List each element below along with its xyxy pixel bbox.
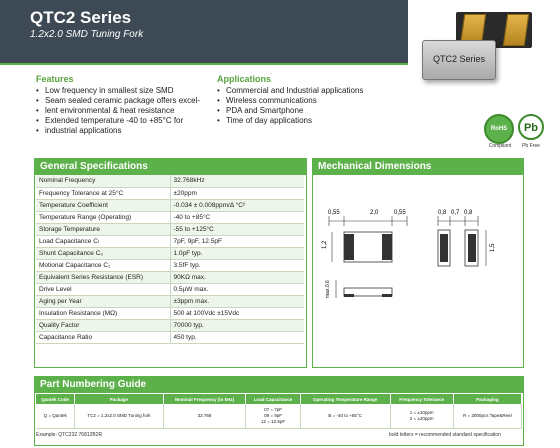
spec-value: 1.0pF typ. (170, 247, 304, 259)
spec-label: Frequency Tolerance at 25°C (36, 187, 170, 199)
dim-s2: 0,7 (451, 210, 460, 216)
part-numbering-header: Package (75, 394, 163, 404)
part-numbering-cell: B = -40 to +85°C (300, 404, 390, 428)
part-number-example: Example: QTC232.76812B2R (36, 432, 103, 438)
spec-row (36, 235, 304, 247)
side-view-pad-left (344, 294, 354, 297)
rohs-text: RoHS (490, 126, 508, 132)
feature-item: • Seam sealed ceramic package offers excel- (36, 96, 206, 106)
top-view-pad-left (344, 234, 354, 260)
application-item: • Commercial and Industrial applications (217, 86, 417, 96)
part-numbering-header: Load Capacitance (246, 394, 300, 404)
spec-value: ±20ppm (170, 187, 304, 199)
spec-value: -55 to +125°C (170, 223, 304, 235)
part-numbering-cell: 07 = 7pF 09 = 9pF 12 = 12.5pF (246, 404, 300, 428)
dim-w3: 0,55 (394, 210, 406, 216)
feature-item: • industrial applications (36, 126, 206, 136)
features-title: Features (36, 74, 74, 84)
spec-value: 450 typ. (170, 331, 304, 343)
spec-row (36, 259, 304, 271)
footprint-pad-right-fill (468, 234, 476, 262)
side-view-pad-right (382, 294, 392, 297)
product-pad-right (503, 14, 529, 46)
spec-label: Nominal Frequency (36, 175, 170, 187)
features-list (36, 86, 206, 136)
spec-value: 90KΩ max. (170, 271, 304, 283)
spec-row (36, 199, 304, 211)
dim-s1: 0,8 (438, 210, 447, 216)
dim-w2: 2,0 (370, 210, 379, 216)
feature-item: • Extended temperature -40 to +85°C for (36, 116, 206, 126)
part-numbering-cell: Q = Qantek (36, 404, 75, 428)
rohs-compliant-label: Compliant (488, 143, 512, 149)
applications-title: Applications (217, 74, 272, 84)
part-numbering-header: Qantek Code (36, 394, 75, 404)
pb-free-label: Pb Free (522, 143, 540, 149)
footprint-pad-left-fill (440, 234, 448, 262)
spec-row (36, 223, 304, 235)
spec-row (36, 187, 304, 199)
dim-h1: 1,2 (322, 240, 328, 249)
pb-free-badge-icon (518, 114, 544, 140)
top-view-pad-right (382, 234, 392, 260)
spec-row (36, 271, 304, 283)
mechanical-title: Mechanical Dimensions (313, 159, 523, 175)
application-item: • Wireless communications (217, 96, 417, 106)
spec-label: Load Capacitance Cₗ (36, 235, 170, 247)
part-numbering-header: Packaging (453, 394, 521, 404)
spec-value: 7pF, 9pF, 12.5pF (170, 235, 304, 247)
spec-label: Capacitance Ratio (36, 331, 170, 343)
spec-row (36, 307, 304, 319)
feature-item: • Low frequency in smallest size SMD (36, 86, 206, 96)
spec-value: 32.768kHz (170, 175, 304, 187)
general-specs-table (36, 175, 304, 344)
part-number-note: bold letters = recommended standard specification (389, 432, 501, 438)
spec-label: Quality Factor (36, 319, 170, 331)
dim-w1: 0,55 (328, 210, 340, 216)
spec-label: Temperature Range (Operating) (36, 211, 170, 223)
part-numbering-header: Operating Temperature Range (300, 394, 390, 404)
part-numbering-table (36, 394, 522, 429)
spec-row (36, 319, 304, 331)
product-image (422, 40, 496, 80)
spec-label: Aging per Year (36, 295, 170, 307)
spec-value: 70000 typ. (170, 319, 304, 331)
header-rule (0, 63, 408, 65)
spec-label: Temperature Coefficient (36, 199, 170, 211)
general-specs-title: General Specifications (35, 159, 306, 175)
spec-label: Drive Level (36, 283, 170, 295)
spec-row (36, 211, 304, 223)
spec-value: -0.034 ± 0.008ppm/Δ °C² (170, 199, 304, 211)
rohs-badge-icon (484, 114, 514, 144)
spec-label: Equivalent Series Resistance (ESR) (36, 271, 170, 283)
part-numbering-cell: R = 3000pcs Tape&Reel (453, 404, 521, 428)
spec-value: 0.5µW max. (170, 283, 304, 295)
spec-label: Shunt Capacitance C₀ (36, 247, 170, 259)
spec-label: Storage Temperature (36, 223, 170, 235)
spec-row (36, 331, 304, 343)
part-numbering-cell: TC2 = 1.2x2.0 SMD Tuning fork (75, 404, 163, 428)
spec-label: Insulation Resistance (MΩ) (36, 307, 170, 319)
pb-text: Pb (523, 122, 539, 134)
part-numbering-cell: 1 = ±10ppm 2 = ±20ppm (390, 404, 453, 428)
spec-value: 3.5fF typ. (170, 259, 304, 271)
feature-item: • lent environmental & heat resistance (36, 106, 206, 116)
spec-row (36, 283, 304, 295)
part-numbering-header: Frequency Tolerance (390, 394, 453, 404)
spec-label: Motional Capacitance C₁ (36, 259, 170, 271)
dim-s3: 0,8 (464, 210, 473, 216)
spec-value: -40 to +85°C (170, 211, 304, 223)
application-item: • PDA and Smartphone (217, 106, 417, 116)
spec-row (36, 175, 304, 187)
spec-value: ±3ppm max. (170, 295, 304, 307)
applications-list (217, 86, 417, 126)
page-title: QTC2 Series (30, 8, 132, 27)
part-numbering-cell: 32.768 (163, 404, 246, 428)
part-numbering-title: Part Numbering Guide (35, 377, 523, 393)
dim-max: max.0,6 (325, 280, 331, 298)
mechanical-drawing (314, 176, 520, 366)
spec-row (36, 295, 304, 307)
spec-row (36, 247, 304, 259)
page-subtitle: 1.2x2.0 SMD Tuning Fork (30, 29, 144, 40)
dim-s4: 1,5 (490, 243, 496, 252)
part-numbering-header: Nominal Frequency (in kHz) (163, 394, 246, 404)
application-item: • Time of day applications (217, 116, 417, 126)
spec-value: 500 at 100Vdc ±15Vdc (170, 307, 304, 319)
product-label: QTC2 Series (432, 54, 485, 64)
